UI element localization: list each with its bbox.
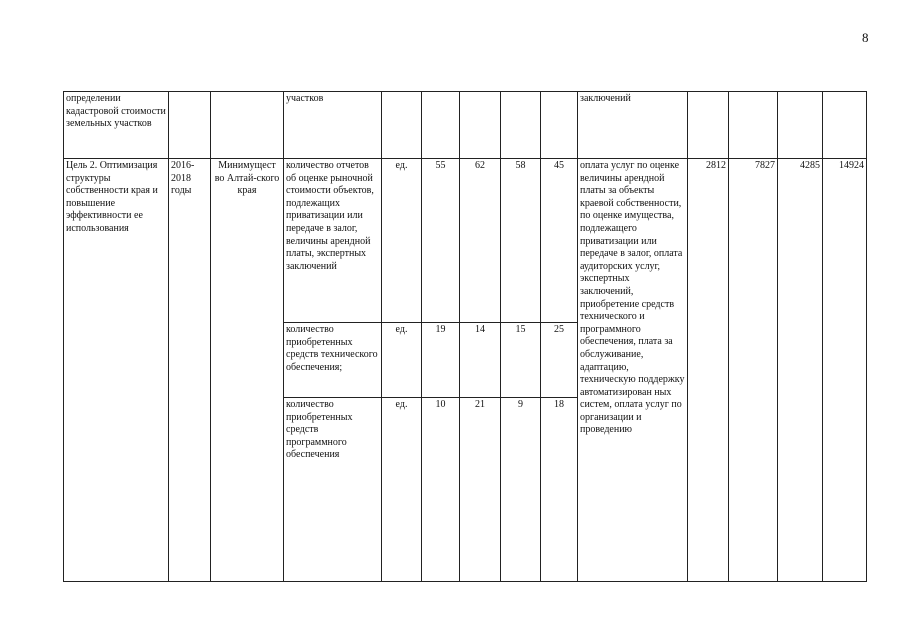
- value-cell: 45: [541, 159, 578, 323]
- value-cell: 25: [541, 323, 578, 398]
- unit-cell: ед.: [382, 159, 422, 323]
- value-cell: 55: [422, 159, 460, 323]
- cost-cell: 7827: [729, 159, 778, 582]
- value-cell: [460, 92, 501, 159]
- page-number: 8: [862, 30, 869, 45]
- unit-cell: ед.: [382, 398, 422, 582]
- period-cell: [169, 92, 211, 159]
- value-cell: 58: [501, 159, 541, 323]
- value-cell: [501, 92, 541, 159]
- period-cell: 2016-2018 годы: [169, 159, 211, 582]
- value-cell: 15: [501, 323, 541, 398]
- cost-cell: 4285: [778, 159, 823, 582]
- value-cell: 18: [541, 398, 578, 582]
- unit-cell: ед.: [382, 323, 422, 398]
- table-row: [64, 159, 867, 323]
- value-cell: 62: [460, 159, 501, 323]
- cost-cell: 14924: [823, 159, 867, 582]
- executor-cell: Минимущест во Алтай-ского края: [211, 159, 284, 582]
- value-cell: 9: [501, 398, 541, 582]
- executor-cell: [211, 92, 284, 159]
- table-row: [64, 92, 867, 159]
- cost-cell: 2812: [688, 159, 729, 582]
- indicator-cell: участков: [284, 92, 382, 159]
- cost-cell: [729, 92, 778, 159]
- expense-cell: заключений: [578, 92, 688, 159]
- value-cell: 19: [422, 323, 460, 398]
- cost-cell: [778, 92, 823, 159]
- program-table: [63, 91, 867, 582]
- cost-cell: [688, 92, 729, 159]
- value-cell: [422, 92, 460, 159]
- goal-cell: определении кадастровой стоимости земельных участков: [64, 92, 169, 159]
- value-cell: 21: [460, 398, 501, 582]
- unit-cell: [382, 92, 422, 159]
- value-cell: 10: [422, 398, 460, 582]
- value-cell: 14: [460, 323, 501, 398]
- value-cell: [541, 92, 578, 159]
- indicator-cell: количество приобретенных средств программного обеспечения: [284, 398, 382, 582]
- expense-cell: оплата услуг по оценке величины арендной платы за объекты краевой собственности, по оценке имущества, подлежащего приватизации или передаче в залог, оплата аудиторских услуг, экспертных заключений, приобретение средств технического и программного обеспечения, плата за обслуживание, адаптацию, техническую поддержку автоматизирован ных систем, оплата услуг по организации и проведению: [578, 159, 688, 582]
- indicator-cell: количество отчетов об оценке рыночной стоимости объектов, подлежащих приватизации или передаче в залог, величины арендной платы, экспертных заключений: [284, 159, 382, 323]
- indicator-cell: количество приобретенных средств технического обеспечения;: [284, 323, 382, 398]
- cost-cell: [823, 92, 867, 159]
- goal-cell: Цель 2. Оптимизация структуры собственности края и повышение эффективности ее использования: [64, 159, 169, 582]
